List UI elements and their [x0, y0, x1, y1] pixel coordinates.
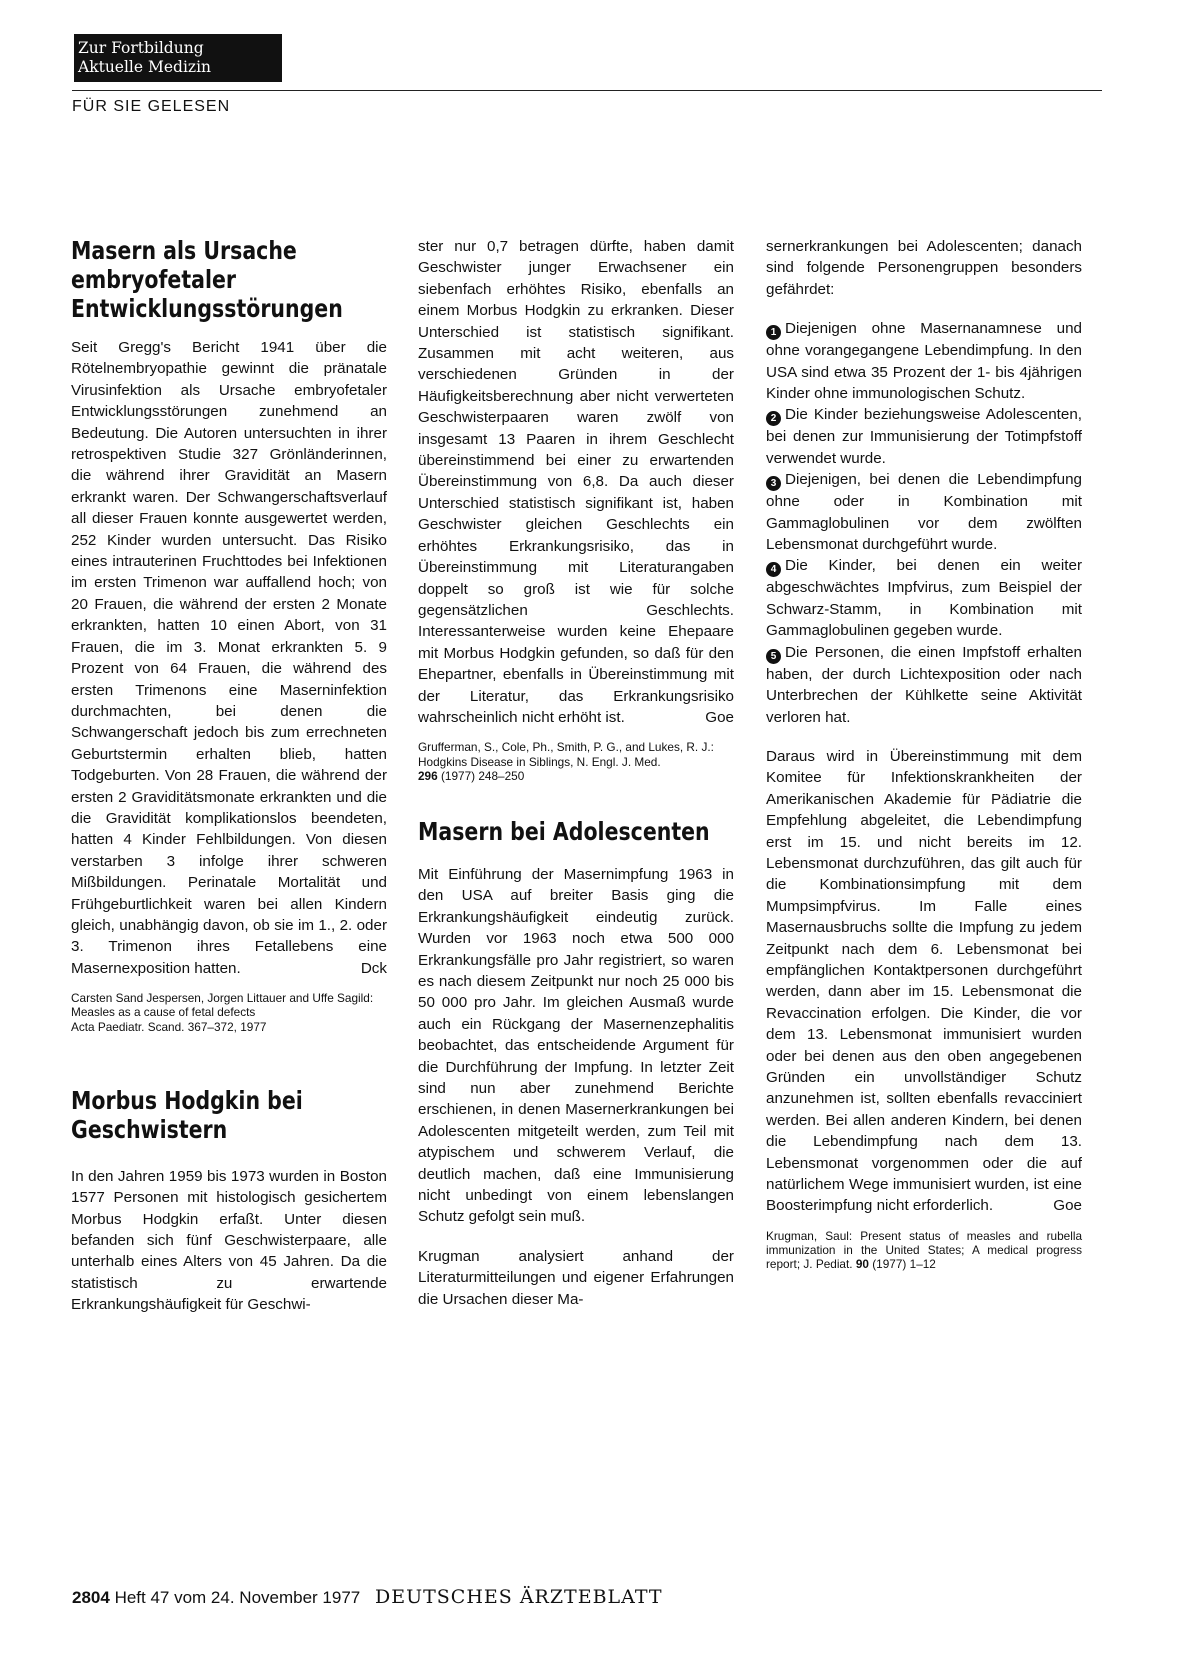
number-4-icon: 4	[766, 562, 781, 577]
number-5-icon: 5	[766, 649, 781, 664]
list-item: 3 Diejenigen, bei denen die Lebendimpfung ohne oder in Kombination mit Gammaglobulinen vor dem zwölften Lebensmonat durchgeführt wurde.	[766, 471, 1082, 554]
ref1-source: Acta Paediatr. Scand. 367–372, 1977	[71, 1019, 267, 1034]
badge-stripe	[66, 32, 74, 84]
article2-body-part2: ster nur 0,7 betragen dürfte, haben damit Geschwister junger Erwachsener ein siebenfach erhöhtes Risiko, ebenfalls an einem Morbus Hodgkin zu erkranken. Dieser Unterschied ist statistisch signifikant. Zusammen mit acht weiteren, aus verschiedenen Gründen in der Häufigkeitsberechnung aber nicht verwerteten Geschwisterpaaren waren zwölf von insgesamt 13 Paaren in ihrem Geschlecht übereinstimmend bei einer zu erwartenden Übereinstimmung von 6,8. Da auch dieser Unterschied statistisch signifikant ist, haben Geschwister gleichen Geschlechts ein erhöhtes Erkrankungsrisiko, das in Übereinstimmung mit Literaturangaben doppelt so groß ist wie für solche gegensätzlichen Geschlechts. Interessanterweise wurden keine Ehepaare mit Morbus Hodgkin gefunden, so daß für den Ehepartner, ebenfalls in Übereinstimmung mit der Literatur, das Erkrankungsrisiko wahrscheinlich nicht erhöht ist. Goe	[418, 236, 734, 728]
number-2-icon: 2	[766, 411, 781, 426]
article3-para1: Mit Einführung der Masernimpfung 1963 in den USA auf breiter Basis ging die Erkrankungshäufigkeit eindeutig zurück. Wurden vor 1963 noch etwa 500 000 Erkrankungsfälle pro Jahr registriert, so waren es nach diesem Zeitpunkt nur noch 25 000 bis 50 000 pro Jahr. Im gleichen Ausmaß wurde auch ein Rückgang der Masernenzephalitis beobachtet, das entscheidende Argument für die Durchführung der Impfung. In letzter Zeit sind nun aber zunehmend Berichte erschienen, in denen Masernerkrankungen bei Adolescenten mitgeteilt werden, zum Teil mit atypischem und schwerem Verlauf, die deutlich machen, daß eine Immunisierung nicht unbedingt von einem lebenslangen Schutz gefolgt sein muß.	[418, 865, 734, 1226]
article3-title: Masern bei Adolescenten	[418, 816, 710, 846]
ref2-authors: Grufferman, S., Cole, Ph., Smith, P. G., and Lukes, R. J.:	[418, 740, 714, 755]
article1-reference	[71, 991, 387, 1034]
article2-body-part1: In den Jahren 1959 bis 1973 wurden in Boston 1577 Personen mit histologisch gesichertem Morbus Hodgkin erfaßt. Unter diesen befanden sich fünf Geschwisterpaare, alle unterhalb eines Alters von 45 Jahren. Da die statistisch zu erwartende Erkrankungshäufigkeit für Geschwi-	[71, 1167, 387, 1314]
article3-signature: Goe	[1053, 1197, 1082, 1215]
article1-title: Masern als Ursache embryofetaler Entwicklungsstörungen	[71, 236, 343, 323]
badge-line-1: Zur Fortbildung	[78, 39, 204, 57]
article2-reference	[418, 740, 734, 783]
article3-reference	[766, 1229, 1082, 1272]
column-3	[766, 236, 1082, 1271]
number-3-icon: 3	[766, 476, 781, 491]
list-item: 1 Diejenigen ohne Masernanamnese und ohne vorangegangene Lebendimpfung. In den USA sind etwa 35 Prozent der 1- bis 4jährigen Kinder ohne immunologischen Schutz.	[766, 320, 1082, 403]
article3-para2: Krugman analysiert anhand der Literaturmitteilungen und eigener Erfahrungen die Ursachen dieser Ma-	[418, 1247, 734, 1308]
page-number: 2804	[72, 1588, 110, 1607]
list-item: 2 Die Kinder beziehungsweise Adolescenten, bei denen zur Immunisierung der Totimpfstoff verwendet wurde.	[766, 406, 1082, 467]
article3-para3: sernerkrankungen bei Adolescenten; danach sind folgende Personengruppen besonders gefährdet:	[766, 238, 1082, 298]
header-rule	[72, 90, 1102, 91]
magazine-name: DEUTSCHES ÄRZTEBLATT	[374, 1586, 663, 1608]
page-footer	[72, 1586, 663, 1608]
list-item: 4 Die Kinder, bei denen ein weiter abgeschwächtes Impfvirus, zum Beispiel der Schwarz-Stamm, in Kombination mit Gammaglobulinen gegeben wurde.	[766, 557, 1082, 640]
ref1-title: Measles as a cause of fetal defects	[71, 1005, 256, 1020]
risk-group-list	[766, 318, 1082, 728]
article3-para4: Daraus wird in Übereinstimmung mit dem Komitee für Infektionskrankheiten der Amerikanischen Akademie für Pädiatrie die Empfehlung abgeleitet, die Lebendimpfung erst im 15. und nicht bereits im 12. Lebensmonat durchzuführen, das gilt auch für die Kombinationsimpfung mit dem Mumpsimpfvirus. Im Falle eines Masernausbruchs sollte die Impfung zu jedem Zeitpunkt nach dem 6. Lebensmonat bei empfänglichen Kontaktpersonen durchgeführt werden, dann aber im 15. Lebensmonat die Revaccination erfolgen. Die Kinder, die vor dem 13. Lebensmonat immunisiert wurden oder bei denen aus den oben angegebenen Gründen ein unvollständiger Schutz anzunehmen ist, sollten ebenfalls revacciniert werden. Bei allen anderen Kindern, bei denen die Lebendimpfung nach dem 13. Lebensmonat vorgenommen oder die auf natürlichem Wege immunisiert wurden, ist eine Boosterimpfung nicht erforderlich. Goe	[766, 746, 1082, 1217]
badge-line-2: Aktuelle Medizin	[78, 58, 212, 76]
list-item: 5 Die Personen, die einen Impfstoff erhalten haben, der durch Lichtexposition oder nach Unterbrechen der Kühlkette seine Aktivität verloren hat.	[766, 643, 1082, 726]
article1-signature: Dck	[360, 959, 387, 977]
article1-body: Seit Gregg's Bericht 1941 über die Rötelnembryopathie gewinnt die pränatale Virusinfektion als Ursache embryofetaler Entwicklungsstörungen zunehmend an Bedeutung. Die Autoren untersuchten in ihrer retrospektiven Studie 327 Grönländerinnen, die während ihrer Gravidität an Masern erkrankt waren. Der Schwangerschaftsverlauf all dieser Frauen konnte ausgewertet werden, 252 Kinder wurden untersucht. Das Risiko eines intrauterinen Fruchttodes bei Infektionen im ersten Trimenon war auffallend hoch; von 20 Frauen, die während der ersten 2 Monate erkrankten, hatten 10 einen Abort, von 31 Frauen, die im 3. Monat erkrankten 5. 9 Prozent von 64 Frauen, die während des ersten Trimenons eine Maserninfektion durchmachten, bei denen die Schwangerschaft jedoch bis zum errechneten Geburtstermin erhalten blieb, hatten Todgeburten. Von 28 Frauen, die während der ersten 2 Graviditätsmonate erkrankten und die die Gravidität komplikationslos beendeten, hatten 4 Kinder Fehlbildungen. Von diesen verstarben 3 infolge ihrer schweren Mißbildungen. Perinatale Mortalität und Frühgeburtlichkeit waren bei allen Kindern gleich, unabhängig davon, ob sie im 1., 2. oder 3. Trimenon ihres Fetallebens eine Masernexposition hatten. Dck	[71, 337, 387, 979]
ref2-title: Hodgkins Disease in Siblings, N. Engl. J. Med.	[418, 754, 661, 769]
column-2	[418, 236, 734, 1310]
column-1	[71, 236, 387, 1316]
ref2-source: 296 (1977) 248–250	[418, 768, 525, 783]
issue-info: Heft 47 vom 24. November 1977	[114, 1588, 361, 1607]
section-badge	[72, 34, 282, 82]
article2-signature: Goe	[705, 708, 734, 726]
ref3-text: Krugman, Saul: Present status of measles and rubella immunization in the United States; A medical progress report; J. Pediat. 90 (1977) 1–12	[766, 1228, 1082, 1272]
article2-title: Morbus Hodgkin bei Geschwistern	[71, 1085, 303, 1144]
number-1-icon: 1	[766, 325, 781, 340]
ref1-authors: Carsten Sand Jespersen, Jorgen Littauer and Uffe Sagild:	[71, 991, 374, 1006]
section-title: FÜR SIE GELESEN	[72, 98, 231, 115]
